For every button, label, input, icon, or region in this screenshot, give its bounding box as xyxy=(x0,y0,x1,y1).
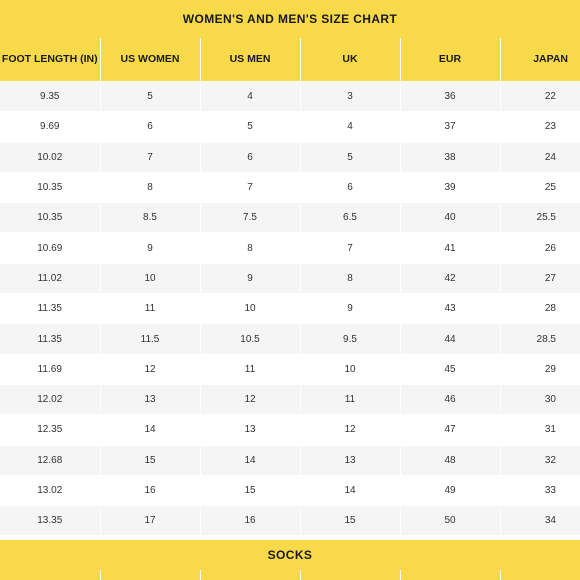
table-row xyxy=(0,172,580,202)
cell-us-women: 7 xyxy=(100,142,200,172)
socks-header-cell xyxy=(400,570,500,580)
table-row xyxy=(0,324,580,354)
table-row xyxy=(0,112,580,142)
cell-us-women: 13 xyxy=(100,384,200,414)
socks-header-cell xyxy=(500,570,580,580)
socks-header-cell xyxy=(100,570,200,580)
socks-header-cell xyxy=(200,570,300,580)
cell-foot-length: 10.69 xyxy=(0,233,100,263)
cell-japan: 34 xyxy=(500,506,580,536)
cell-us-women: 14 xyxy=(100,415,200,445)
cell-us-men: 16 xyxy=(200,506,300,536)
cell-uk: 8 xyxy=(300,263,400,293)
table-header-row xyxy=(0,38,580,82)
cell-us-women: 8.5 xyxy=(100,203,200,233)
cell-eur: 40 xyxy=(400,203,500,233)
table-row xyxy=(0,203,580,233)
cell-us-men: 6 xyxy=(200,142,300,172)
socks-header-cell xyxy=(300,570,400,580)
cell-us-men: 12 xyxy=(200,384,300,414)
cell-us-women: 11.5 xyxy=(100,324,200,354)
cell-us-men: 13 xyxy=(200,415,300,445)
header-uk: UK xyxy=(300,38,400,82)
cell-us-men: 4 xyxy=(200,82,300,112)
cell-foot-length: 11.35 xyxy=(0,324,100,354)
cell-eur: 50 xyxy=(400,506,500,536)
cell-eur: 47 xyxy=(400,415,500,445)
cell-foot-length: 12.35 xyxy=(0,415,100,445)
cell-japan: 25 xyxy=(500,172,580,202)
size-table-body xyxy=(0,82,580,536)
cell-us-women: 8 xyxy=(100,172,200,202)
size-chart-table xyxy=(0,38,580,535)
cell-foot-length: 12.02 xyxy=(0,384,100,414)
cell-eur: 44 xyxy=(400,324,500,354)
table-row xyxy=(0,354,580,384)
cell-uk: 11 xyxy=(300,384,400,414)
cell-uk: 10 xyxy=(300,354,400,384)
cell-eur: 38 xyxy=(400,142,500,172)
cell-japan: 31 xyxy=(500,415,580,445)
cell-foot-length: 10.35 xyxy=(0,172,100,202)
cell-eur: 37 xyxy=(400,112,500,142)
cell-us-women: 15 xyxy=(100,445,200,475)
cell-japan: 28.5 xyxy=(500,324,580,354)
cell-japan: 32 xyxy=(500,445,580,475)
header-us-men: US MEN xyxy=(200,38,300,82)
socks-section-title: SOCKS xyxy=(0,540,580,570)
cell-uk: 3 xyxy=(300,82,400,112)
table-row xyxy=(0,233,580,263)
cell-us-women: 5 xyxy=(100,82,200,112)
cell-uk: 9.5 xyxy=(300,324,400,354)
cell-japan: 26 xyxy=(500,233,580,263)
cell-eur: 45 xyxy=(400,354,500,384)
cell-us-women: 16 xyxy=(100,475,200,505)
cell-us-men: 9 xyxy=(200,263,300,293)
cell-uk: 15 xyxy=(300,506,400,536)
cell-us-men: 5 xyxy=(200,112,300,142)
table-row xyxy=(0,263,580,293)
cell-japan: 27 xyxy=(500,263,580,293)
cell-uk: 6.5 xyxy=(300,203,400,233)
cell-foot-length: 11.69 xyxy=(0,354,100,384)
cell-japan: 33 xyxy=(500,475,580,505)
cell-us-men: 11 xyxy=(200,354,300,384)
cell-eur: 48 xyxy=(400,445,500,475)
table-row xyxy=(0,506,580,536)
cell-us-men: 10.5 xyxy=(200,324,300,354)
header-foot-length: FOOT LENGTH (IN) xyxy=(0,38,100,82)
cell-foot-length: 9.69 xyxy=(0,112,100,142)
cell-japan: 25.5 xyxy=(500,203,580,233)
cell-japan: 22 xyxy=(500,82,580,112)
cell-us-men: 7.5 xyxy=(200,203,300,233)
table-row xyxy=(0,475,580,505)
socks-header-row xyxy=(0,570,580,580)
cell-eur: 43 xyxy=(400,294,500,324)
cell-eur: 41 xyxy=(400,233,500,263)
cell-us-women: 12 xyxy=(100,354,200,384)
header-us-women: US WOMEN xyxy=(100,38,200,82)
cell-us-men: 10 xyxy=(200,294,300,324)
cell-foot-length: 13.35 xyxy=(0,506,100,536)
table-row xyxy=(0,294,580,324)
cell-uk: 9 xyxy=(300,294,400,324)
cell-us-women: 11 xyxy=(100,294,200,324)
cell-us-men: 14 xyxy=(200,445,300,475)
cell-uk: 14 xyxy=(300,475,400,505)
cell-foot-length: 12.68 xyxy=(0,445,100,475)
table-row xyxy=(0,82,580,112)
cell-uk: 13 xyxy=(300,445,400,475)
cell-eur: 46 xyxy=(400,384,500,414)
cell-eur: 36 xyxy=(400,82,500,112)
table-row xyxy=(0,384,580,414)
table-row xyxy=(0,142,580,172)
cell-us-men: 15 xyxy=(200,475,300,505)
cell-japan: 28 xyxy=(500,294,580,324)
cell-foot-length: 9.35 xyxy=(0,82,100,112)
cell-japan: 29 xyxy=(500,354,580,384)
cell-us-women: 17 xyxy=(100,506,200,536)
header-eur: EUR xyxy=(400,38,500,82)
cell-uk: 6 xyxy=(300,172,400,202)
cell-foot-length: 10.35 xyxy=(0,203,100,233)
cell-foot-length: 11.35 xyxy=(0,294,100,324)
cell-foot-length: 11.02 xyxy=(0,263,100,293)
cell-us-men: 8 xyxy=(200,233,300,263)
cell-japan: 23 xyxy=(500,112,580,142)
cell-japan: 30 xyxy=(500,384,580,414)
cell-uk: 7 xyxy=(300,233,400,263)
header-japan: JAPAN xyxy=(500,38,580,82)
cell-eur: 42 xyxy=(400,263,500,293)
socks-header-cell xyxy=(0,570,100,580)
cell-foot-length: 10.02 xyxy=(0,142,100,172)
cell-uk: 5 xyxy=(300,142,400,172)
table-row xyxy=(0,415,580,445)
cell-us-women: 10 xyxy=(100,263,200,293)
cell-us-women: 6 xyxy=(100,112,200,142)
cell-japan: 24 xyxy=(500,142,580,172)
cell-foot-length: 13.02 xyxy=(0,475,100,505)
size-chart-title: WOMEN'S AND MEN'S SIZE CHART xyxy=(0,0,580,38)
cell-uk: 12 xyxy=(300,415,400,445)
cell-uk: 4 xyxy=(300,112,400,142)
table-row xyxy=(0,445,580,475)
cell-eur: 39 xyxy=(400,172,500,202)
cell-us-men: 7 xyxy=(200,172,300,202)
cell-eur: 49 xyxy=(400,475,500,505)
cell-us-women: 9 xyxy=(100,233,200,263)
